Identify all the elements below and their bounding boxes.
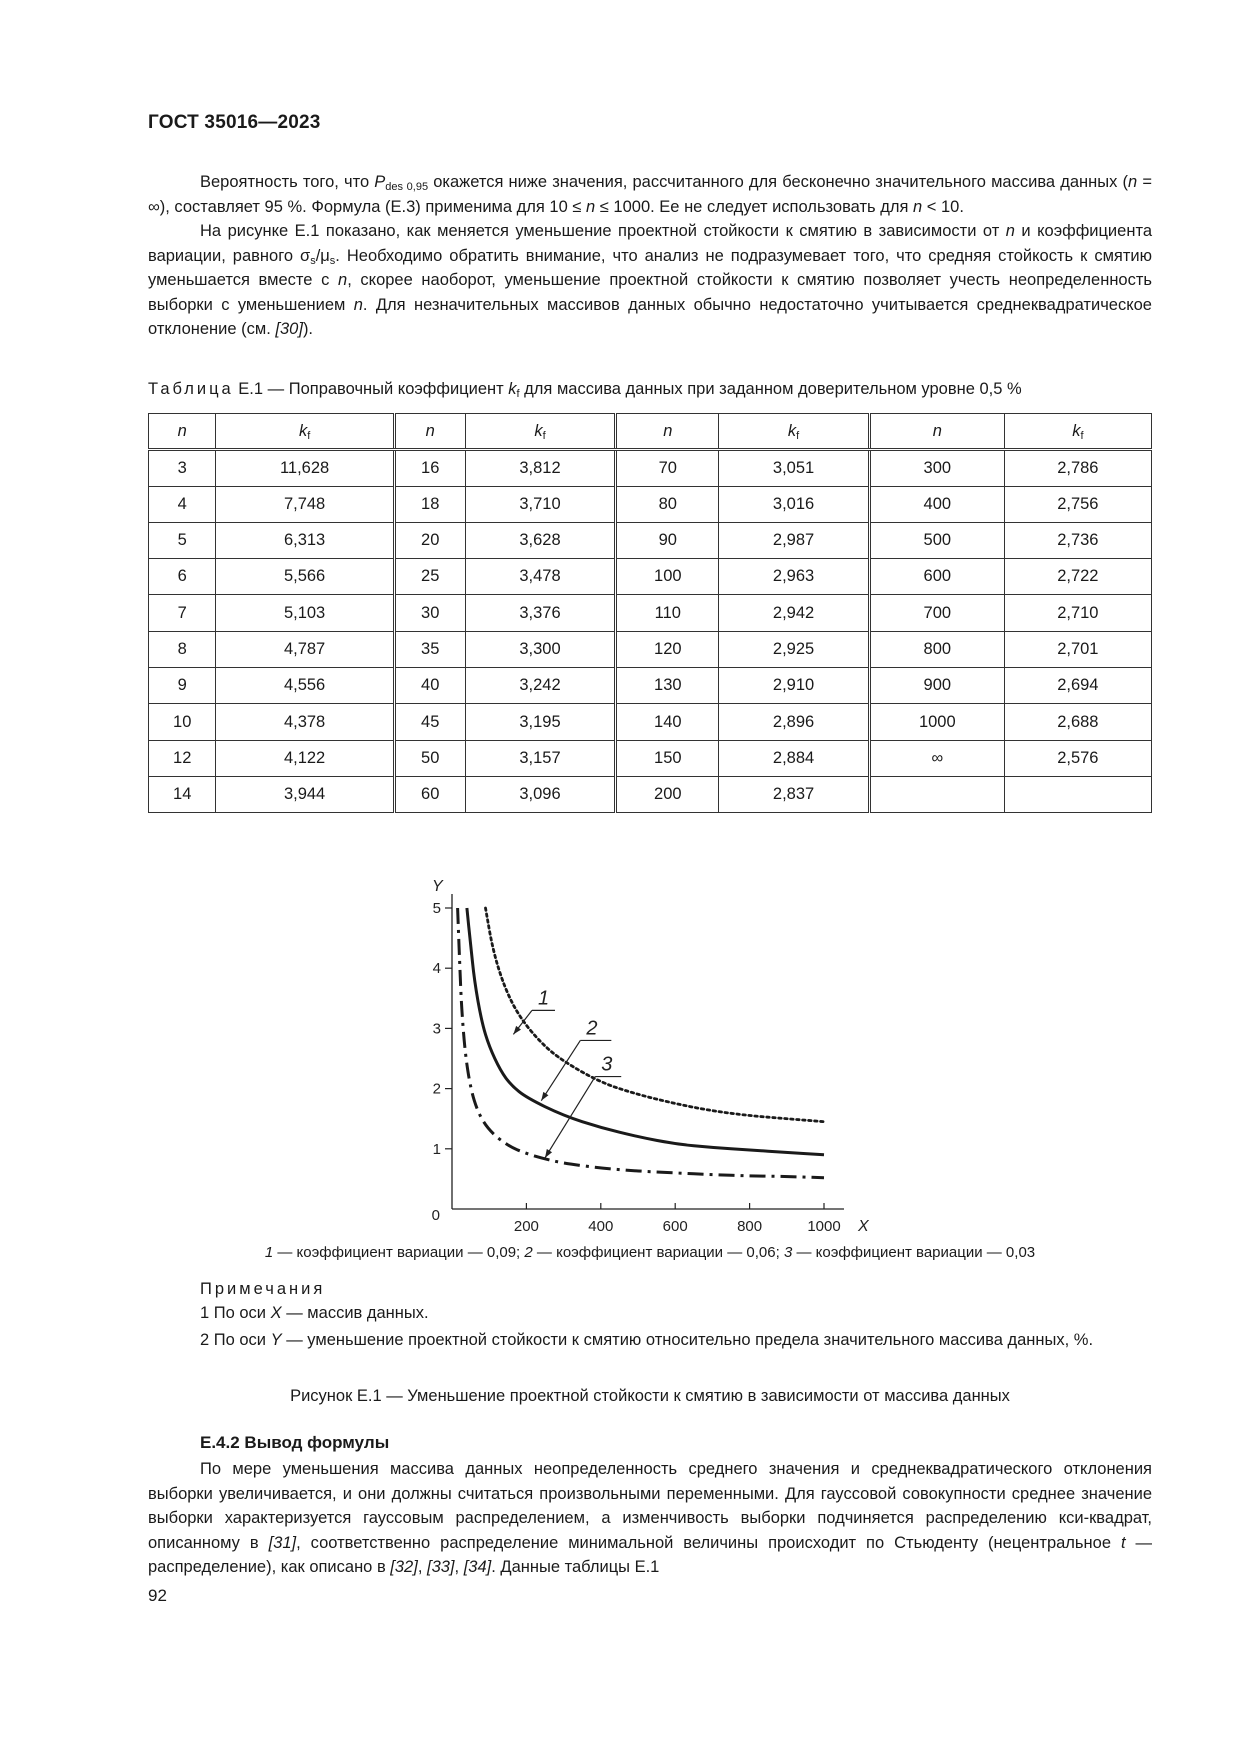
table-row	[149, 668, 1152, 704]
y-tick-label: 4	[432, 960, 441, 978]
paragraph: На рисунке Е.1 показано, как меняется уменьшение проектной стойкости к смятию в зависимости от n и коэффициента вариации, равного $\sigma_s/\mu_s$. Необходимо обратить внимание, что анализ не подразумевает того, что средняя стойкость к смятию уменьшается вместе с n, скорее наоборот, уменьшение проектной стойкости к смятию позволяет учесть неопределенность выборки с уменьшением n. Для незначительных массивов данных обычно недостаточно учитывается среднеквадратическое отклонение (см. [30]).	[148, 222, 1153, 338]
cell-kf: 2,925	[719, 631, 870, 667]
column-header-n: n	[616, 414, 719, 450]
x-tick-label: 200	[513, 1218, 539, 1235]
cell-kf: 3,300	[465, 631, 616, 667]
cell-n: 90	[616, 522, 719, 558]
cell-n: 900	[869, 668, 1004, 704]
cell-kf: 3,812	[465, 450, 616, 486]
column-header-n: n	[149, 414, 216, 450]
cell-n: 200	[616, 776, 719, 812]
cell-kf: 3,195	[465, 704, 616, 740]
cell-kf: 2,963	[719, 559, 870, 595]
cell-n: 50	[394, 740, 465, 776]
cell-n: 80	[616, 486, 719, 522]
cell-kf: 4,122	[216, 740, 394, 776]
page-number: 92	[148, 1586, 167, 1605]
chart-annotations	[513, 987, 621, 1157]
column-header-kf: $k_f$	[216, 414, 394, 450]
cell-n: 6	[149, 559, 216, 595]
x-tick-label: 600	[662, 1218, 688, 1235]
cell-kf: 2,756	[1004, 486, 1151, 522]
notes-title: Примечания	[200, 1280, 326, 1298]
cell-kf: 3,157	[465, 740, 616, 776]
cell-kf: 4,378	[216, 704, 394, 740]
table-row	[149, 740, 1152, 776]
cell-n: 4	[149, 486, 216, 522]
cell-n: 400	[869, 486, 1004, 522]
figure-caption: Рисунок Е.1 — Уменьшение проектной стойкости к смятию в зависимости от массива данных	[290, 1387, 1010, 1405]
curve-label: 1	[537, 987, 550, 1010]
column-header-kf: $k_f$	[465, 414, 616, 450]
cell-kf: 2,694	[1004, 668, 1151, 704]
table-row	[149, 559, 1152, 595]
cell-n: 8	[149, 631, 216, 667]
table-row	[149, 486, 1152, 522]
cell-n: 30	[394, 595, 465, 631]
cell-kf: 11,628	[216, 450, 394, 486]
cell-n: 60	[394, 776, 465, 812]
cell-n: 140	[616, 704, 719, 740]
cell-n: 7	[149, 595, 216, 631]
cell-kf: 5,566	[216, 559, 394, 595]
cell-n: 600	[869, 559, 1004, 595]
table-row	[149, 776, 1152, 812]
cell-n: 800	[869, 631, 1004, 667]
x-tick-label: 400	[588, 1218, 614, 1235]
cell-kf: 2,987	[719, 522, 870, 558]
cell-n: 70	[616, 450, 719, 486]
cell-kf: 2,576	[1004, 740, 1151, 776]
paragraph: По мере уменьшения массива данных неопределенность среднего значения и среднеквадратического отклонения выборки увеличивается, и они должны считаться произвольными переменными. Для гауссовой совокупности среднее значение выборки характеризуется гауссовым распределением, а изменчивость выборки подчиняется распределению кси-квадрат, описанному в [31], соответственно распределение минимальной величины происходит по Стьюденту (нецентральное t — распределение), как описано в [32], [33], [34]. Данные таблицы Е.1	[148, 1460, 1152, 1576]
document-header: ГОСТ 35016—2023	[148, 112, 321, 133]
column-header-kf: $k_f$	[719, 414, 870, 450]
cell-kf: 3,376	[465, 595, 616, 631]
y-axis-label: Y	[432, 878, 443, 895]
cell-kf: 3,242	[465, 668, 616, 704]
cell-kf: 2,688	[1004, 704, 1151, 740]
column-header-n: n	[869, 414, 1004, 450]
cell-n: 110	[616, 595, 719, 631]
leader-arrowhead	[513, 1026, 521, 1035]
curve-label: 3	[601, 1053, 613, 1076]
intro-text	[148, 170, 1152, 342]
note-2: 2 По оси Y — уменьшение проектной стойкости к смятию относительно предела значительного массива данных, %.	[200, 1331, 1094, 1349]
y-tick-label: 3	[432, 1020, 441, 1038]
series-line-1	[486, 908, 825, 1122]
cell-n: 35	[394, 631, 465, 667]
cell-kf: 2,736	[1004, 522, 1151, 558]
y-tick-label: 2	[432, 1080, 441, 1098]
table-caption: Таблица Е.1 — Поправочный коэффициент $k_f$ для массива данных при заданном доверительном уровне 0,5 %	[148, 380, 1022, 400]
cell-n: 40	[394, 668, 465, 704]
table-row	[149, 450, 1152, 486]
table-row	[149, 631, 1152, 667]
cell-kf: 2,896	[719, 704, 870, 740]
cell-kf: 3,944	[216, 776, 394, 812]
cell-kf: 2,910	[719, 668, 870, 704]
cell-n: 3	[149, 450, 216, 486]
chart-series	[458, 908, 824, 1178]
cell-kf: 3,051	[719, 450, 870, 486]
cell-n: 300	[869, 450, 1004, 486]
cell-n: 45	[394, 704, 465, 740]
cell-n: 18	[394, 486, 465, 522]
figure-chart	[400, 855, 880, 1245]
origin-label: 0	[431, 1207, 440, 1224]
cell-n: 9	[149, 668, 216, 704]
table-row	[149, 704, 1152, 740]
paragraph: Вероятность того, что $P_{des 0,95}$ окажется ниже значения, рассчитанного для бесконечно значительного массива данных (n = ∞), составляет 95 %. Формула (Е.3) применима для 10 ≤ n ≤ 1000. Ее не следует использовать для n < 10.	[148, 173, 1152, 216]
note-1: 1 По оси X — массив данных.	[200, 1304, 429, 1322]
cell-n: 25	[394, 559, 465, 595]
cell-n	[869, 776, 1004, 812]
cell-kf: 2,786	[1004, 450, 1151, 486]
cell-kf: 3,016	[719, 486, 870, 522]
figure-legend: 1 — коэффициент вариации — 0,09; 2 — коэффициент вариации — 0,06; 3 — коэффициент вариации — 0,03	[264, 1244, 1036, 1261]
leader-arrowhead	[541, 1092, 548, 1101]
cell-n: 700	[869, 595, 1004, 631]
cell-n: 16	[394, 450, 465, 486]
y-tick-label: 5	[432, 900, 441, 917]
column-header-kf: $k_f$	[1004, 414, 1151, 450]
y-tick-label: 1	[432, 1140, 441, 1158]
cell-n: 100	[616, 559, 719, 595]
cell-kf: 3,096	[465, 776, 616, 812]
cell-kf: 2,884	[719, 740, 870, 776]
section-text	[148, 1457, 1152, 1580]
cell-kf: 4,556	[216, 668, 394, 704]
x-tick-label: 800	[737, 1218, 763, 1235]
cell-n: 130	[616, 668, 719, 704]
leader-line	[545, 1077, 595, 1158]
table-row	[149, 595, 1152, 631]
cell-n: 12	[149, 740, 216, 776]
cell-kf: 3,478	[465, 559, 616, 595]
cell-n: 500	[869, 522, 1004, 558]
x-axis-label: X	[858, 1218, 869, 1235]
cell-n: 10	[149, 704, 216, 740]
cell-kf: 7,748	[216, 486, 394, 522]
cell-kf	[1004, 776, 1151, 812]
cell-n: ∞	[869, 740, 1004, 776]
table-row	[149, 522, 1152, 558]
cell-kf: 2,722	[1004, 559, 1151, 595]
cell-n: 14	[149, 776, 216, 812]
leader-arrowhead	[545, 1149, 552, 1158]
cell-kf: 2,837	[719, 776, 870, 812]
cell-kf: 6,313	[216, 522, 394, 558]
cell-kf: 3,710	[465, 486, 616, 522]
cell-n: 20	[394, 522, 465, 558]
table-header-row	[149, 414, 1152, 450]
cell-kf: 4,787	[216, 631, 394, 667]
chart-axes	[432, 878, 870, 1235]
cell-kf: 5,103	[216, 595, 394, 631]
cell-kf: 2,942	[719, 595, 870, 631]
curve-label: 2	[586, 1017, 598, 1040]
cell-n: 1000	[869, 704, 1004, 740]
cell-n: 150	[616, 740, 719, 776]
cell-kf: 2,701	[1004, 631, 1151, 667]
section-heading: Е.4.2 Вывод формулы	[200, 1433, 390, 1452]
column-header-n: n	[394, 414, 465, 450]
cell-n: 5	[149, 522, 216, 558]
cell-kf: 3,628	[465, 522, 616, 558]
cell-kf: 2,710	[1004, 595, 1151, 631]
cell-n: 120	[616, 631, 719, 667]
x-tick-label: 1000	[807, 1218, 841, 1235]
correction-factor-table	[148, 413, 1152, 813]
